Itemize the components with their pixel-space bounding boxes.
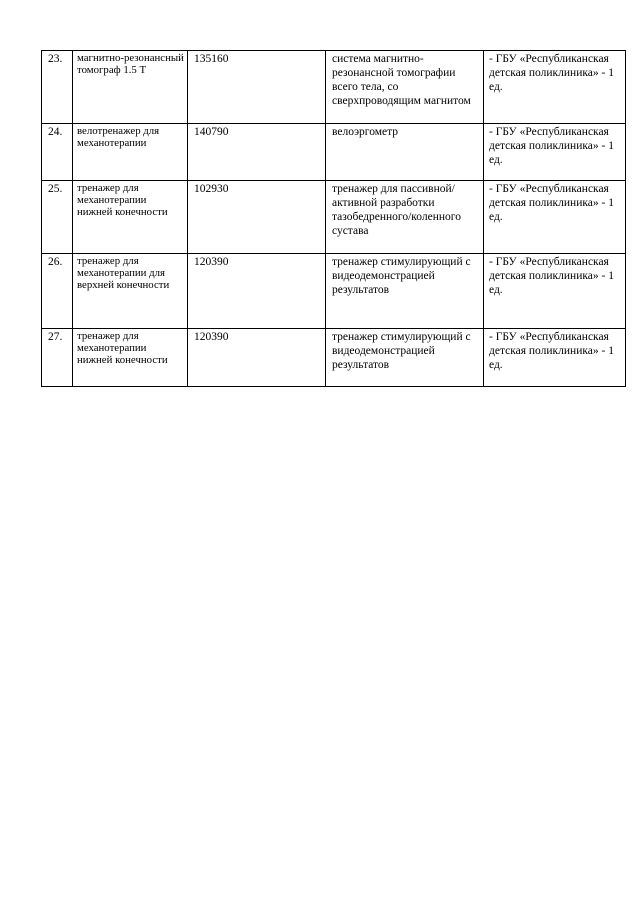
- row-number: 23.: [42, 51, 73, 124]
- row-number: 24.: [42, 124, 73, 181]
- equipment-code: 120390: [188, 329, 326, 387]
- equipment-table: [41, 50, 626, 387]
- equipment-name: тренажер для механотерапии для верхней конечности: [73, 254, 188, 329]
- equipment-description: тренажер для пассивной/активной разработки тазобедренного/коленного сустава: [326, 181, 484, 254]
- row-number: 26.: [42, 254, 73, 329]
- equipment-code: 140790: [188, 124, 326, 181]
- table-row: [42, 181, 626, 254]
- table-row: [42, 254, 626, 329]
- equipment-name: тренажер для механотерапии нижней конечности: [73, 181, 188, 254]
- equipment-name: велотренажер для механотерапии: [73, 124, 188, 181]
- organization-allocation: - ГБУ «Республиканская детская поликлиника» - 1 ед.: [484, 124, 626, 181]
- equipment-name: тренажер для механотерапии нижней конечности: [73, 329, 188, 387]
- table-row: [42, 124, 626, 181]
- equipment-description: система магнитно-резонансной томографии всего тела, со сверхпроводящим магнитом: [326, 51, 484, 124]
- organization-allocation: - ГБУ «Республиканская детская поликлиника» - 1 ед.: [484, 254, 626, 329]
- row-number: 27.: [42, 329, 73, 387]
- organization-allocation: - ГБУ «Республиканская детская поликлиника» - 1 ед.: [484, 329, 626, 387]
- table-row: [42, 51, 626, 124]
- organization-allocation: - ГБУ «Республиканская детская поликлиника» - 1 ед.: [484, 51, 626, 124]
- table-row: [42, 329, 626, 387]
- equipment-code: 135160: [188, 51, 326, 124]
- equipment-description: тренажер стимулирующий с видеодемонстрацией результатов: [326, 254, 484, 329]
- equipment-code: 120390: [188, 254, 326, 329]
- row-number: 25.: [42, 181, 73, 254]
- organization-allocation: - ГБУ «Республиканская детская поликлиника» - 1 ед.: [484, 181, 626, 254]
- equipment-description: велоэргометр: [326, 124, 484, 181]
- equipment-code: 102930: [188, 181, 326, 254]
- equipment-description: тренажер стимулирующий с видеодемонстрацией результатов: [326, 329, 484, 387]
- equipment-name: магнитно-резонансный томограф 1.5 Т: [73, 51, 188, 124]
